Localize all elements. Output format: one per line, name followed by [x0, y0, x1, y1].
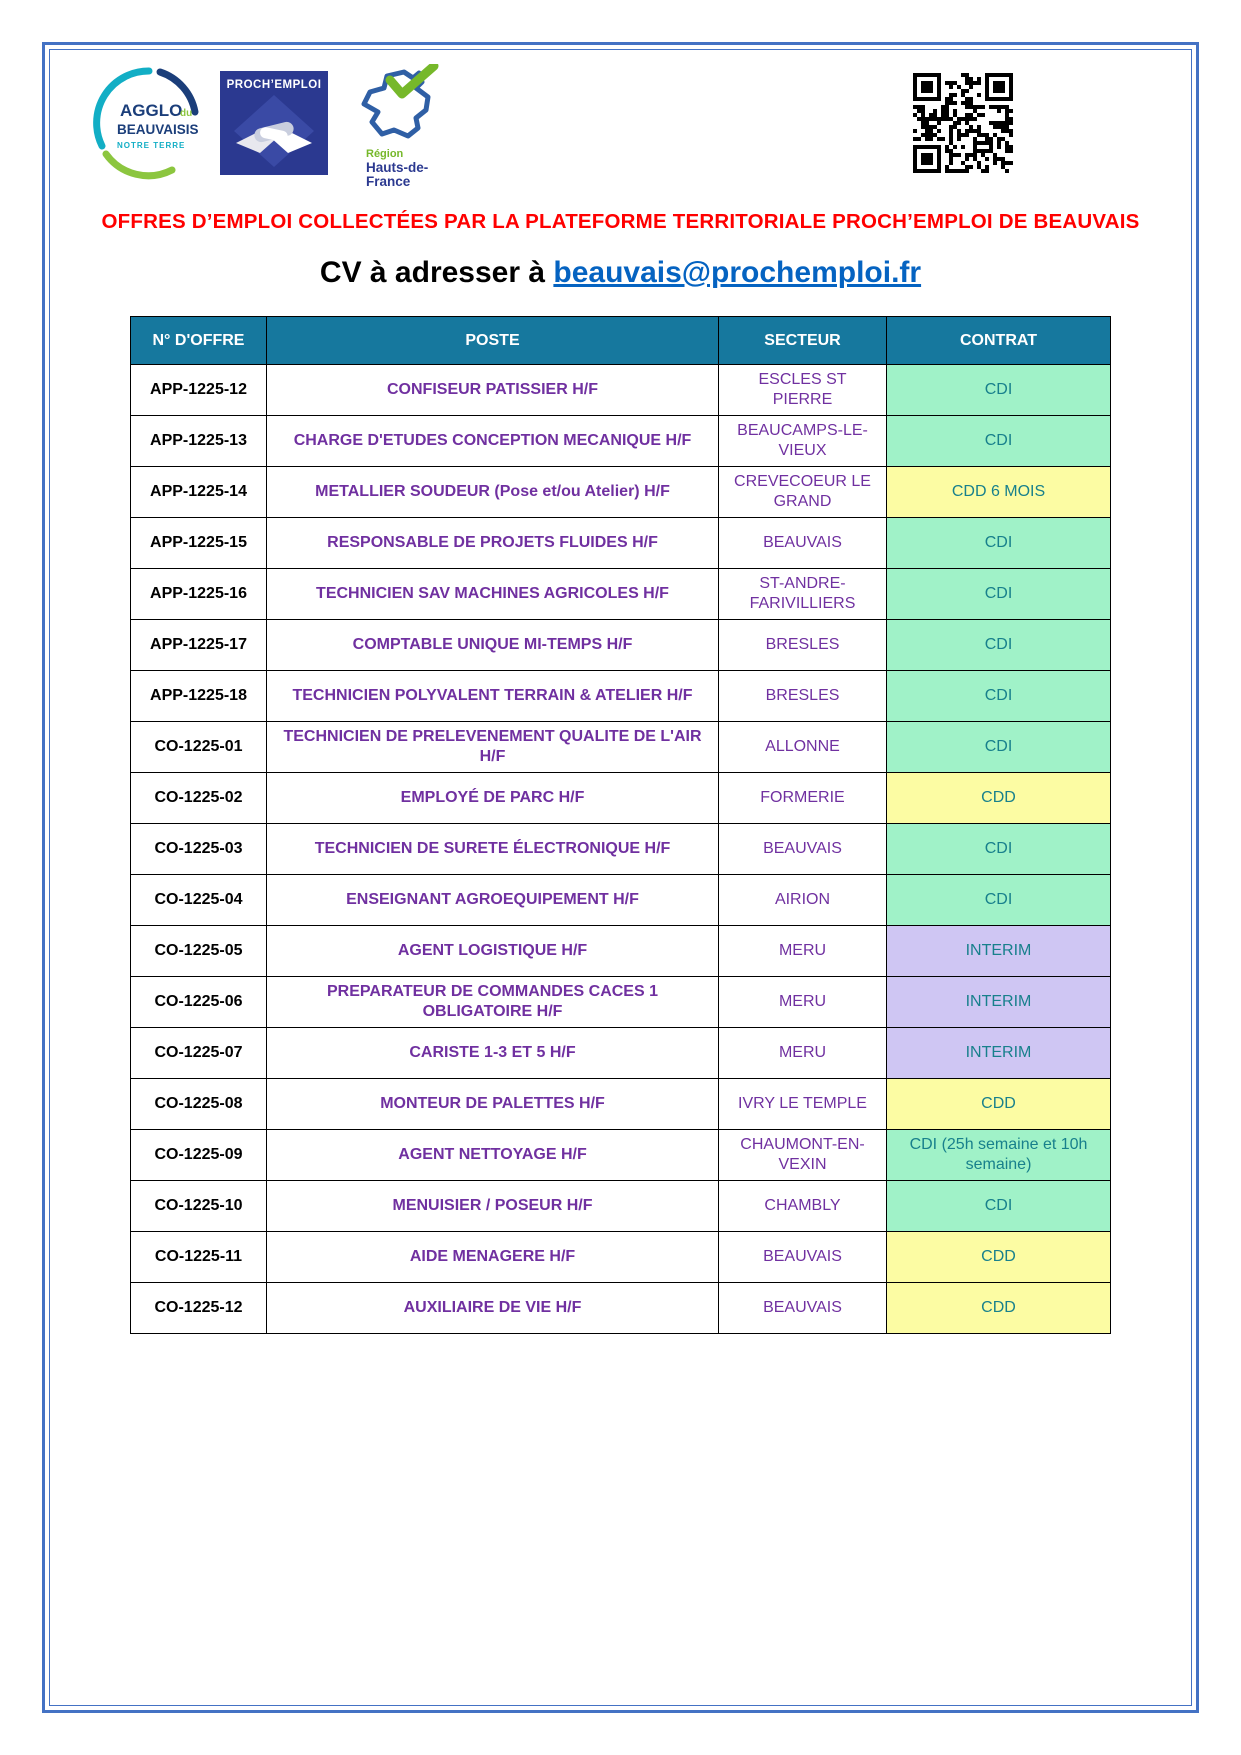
offre-cell: CO-1225-10	[131, 1181, 267, 1232]
offre-cell: APP-1225-15	[131, 518, 267, 569]
contrat-cell: CDI	[887, 365, 1111, 416]
poste-cell: AGENT NETTOYAGE H/F	[267, 1130, 719, 1181]
handshake-icon	[230, 91, 318, 169]
secteur-cell: BEAUVAIS	[719, 518, 887, 569]
secteur-cell: FORMERIE	[719, 773, 887, 824]
secteur-cell: CHAUMONT-EN-VEXIN	[719, 1130, 887, 1181]
poste-cell: ENSEIGNANT AGROEQUIPEMENT H/F	[267, 875, 719, 926]
france-map-icon	[356, 64, 456, 144]
offer-row	[131, 722, 1111, 773]
contrat-cell: CDI (25h semaine et 10h semaine)	[887, 1130, 1111, 1181]
contrat-cell: CDI	[887, 1181, 1111, 1232]
offre-cell: CO-1225-08	[131, 1079, 267, 1130]
offer-row	[131, 875, 1111, 926]
offer-row	[131, 518, 1111, 569]
offre-cell: APP-1225-13	[131, 416, 267, 467]
offer-row	[131, 773, 1111, 824]
secteur-cell: MERU	[719, 1028, 887, 1079]
poste-cell: PREPARATEUR DE COMMANDES CACES 1 OBLIGATOIRE H/F	[267, 977, 719, 1028]
contrat-cell: CDI	[887, 518, 1111, 569]
offre-cell: CO-1225-11	[131, 1232, 267, 1283]
offer-row	[131, 416, 1111, 467]
contrat-cell: CDD	[887, 773, 1111, 824]
poste-cell: TECHNICIEN DE PRELEVENEMENT QUALITE DE L'AIR H/F	[267, 722, 719, 773]
prochemploi-logo-label: PROCH’EMPLOI	[226, 79, 322, 91]
poste-cell: TECHNICIEN SAV MACHINES AGRICOLES H/F	[267, 569, 719, 620]
contrat-cell: CDD	[887, 1079, 1111, 1130]
qr-code	[913, 73, 1013, 173]
poste-cell: EMPLOYÉ DE PARC H/F	[267, 773, 719, 824]
agglo-text-1: AGGLO	[120, 101, 183, 120]
offer-row	[131, 1232, 1111, 1283]
poste-cell: CONFISEUR PATISSIER H/F	[267, 365, 719, 416]
secteur-cell: BRESLES	[719, 620, 887, 671]
offer-row	[131, 926, 1111, 977]
page-frame	[42, 42, 1199, 1713]
offre-cell: APP-1225-17	[131, 620, 267, 671]
offre-cell: CO-1225-07	[131, 1028, 267, 1079]
contrat-cell: CDI	[887, 416, 1111, 467]
secteur-cell: BEAUCAMPS-LE-VIEUX	[719, 416, 887, 467]
document-header	[68, 62, 1173, 190]
contrat-cell: CDD	[887, 1283, 1111, 1334]
offre-cell: CO-1225-03	[131, 824, 267, 875]
column-header-secteur: SECTEUR	[719, 317, 887, 365]
offer-row	[131, 569, 1111, 620]
offre-cell: CO-1225-12	[131, 1283, 267, 1334]
offre-cell: CO-1225-05	[131, 926, 267, 977]
poste-cell: MENUISIER / POSEUR H/F	[267, 1181, 719, 1232]
secteur-cell: BRESLES	[719, 671, 887, 722]
hauts-de-france-logo	[350, 64, 462, 190]
offre-cell: APP-1225-14	[131, 467, 267, 518]
cv-instruction-text: CV à adresser à	[319, 256, 554, 289]
cv-instruction	[68, 256, 1173, 290]
contrat-cell: CDI	[887, 875, 1111, 926]
offers-table	[130, 316, 1111, 1334]
agglo-text-4: NOTRE TERRE	[117, 141, 186, 150]
contrat-cell: CDI	[887, 671, 1111, 722]
secteur-cell: MERU	[719, 926, 887, 977]
region-label-2: Hauts-de-France	[366, 159, 429, 190]
column-header-poste: POSTE	[267, 317, 719, 365]
offer-row	[131, 1028, 1111, 1079]
offre-cell: CO-1225-04	[131, 875, 267, 926]
poste-cell: CHARGE D'ETUDES CONCEPTION MECANIQUE H/F	[267, 416, 719, 467]
offer-row	[131, 1181, 1111, 1232]
offre-cell: APP-1225-16	[131, 569, 267, 620]
offer-row	[131, 1079, 1111, 1130]
poste-cell: METALLIER SOUDEUR (Pose et/ou Atelier) H/F	[267, 467, 719, 518]
agglo-text-3: BEAUVAISIS	[117, 122, 199, 137]
contrat-cell: CDI	[887, 620, 1111, 671]
contrat-cell: CDI	[887, 569, 1111, 620]
email-link[interactable]: beauvais@prochemploi.fr	[553, 256, 922, 289]
contrat-cell: CDI	[887, 722, 1111, 773]
offer-row	[131, 620, 1111, 671]
offre-cell: CO-1225-09	[131, 1130, 267, 1181]
offer-row	[131, 977, 1111, 1028]
page-title: OFFRES D’EMPLOI COLLECTÉES PAR LA PLATEFORME TERRITORIALE PROCH’EMPLOI DE BEAUVAIS	[101, 210, 1140, 233]
agglo-beauvaisis-logo	[90, 64, 208, 182]
page-frame-inner	[49, 49, 1192, 1706]
offre-cell: CO-1225-02	[131, 773, 267, 824]
prochemploi-logo	[220, 71, 328, 175]
contrat-cell: INTERIM	[887, 977, 1111, 1028]
secteur-cell: ST-ANDRE-FARIVILLIERS	[719, 569, 887, 620]
poste-cell: CARISTE 1-3 ET 5 H/F	[267, 1028, 719, 1079]
contrat-cell: CDD 6 MOIS	[887, 467, 1111, 518]
column-header-offre: N° D'OFFRE	[131, 317, 267, 365]
offer-row	[131, 671, 1111, 722]
contrat-cell: CDD	[887, 1232, 1111, 1283]
offer-row	[131, 824, 1111, 875]
table-header-row	[131, 317, 1111, 365]
secteur-cell: AIRION	[719, 875, 887, 926]
poste-cell: COMPTABLE UNIQUE MI-TEMPS H/F	[267, 620, 719, 671]
offer-row	[131, 467, 1111, 518]
secteur-cell: MERU	[719, 977, 887, 1028]
offer-row	[131, 365, 1111, 416]
offer-row	[131, 1130, 1111, 1181]
poste-cell: TECHNICIEN DE SURETE ÉLECTRONIQUE H/F	[267, 824, 719, 875]
secteur-cell: IVRY LE TEMPLE	[719, 1079, 887, 1130]
offre-cell: CO-1225-06	[131, 977, 267, 1028]
column-header-contrat: CONTRAT	[887, 317, 1111, 365]
agglo-text-2: du	[180, 108, 193, 119]
secteur-cell: BEAUVAIS	[719, 1283, 887, 1334]
poste-cell: AGENT LOGISTIQUE H/F	[267, 926, 719, 977]
poste-cell: AIDE MENAGERE H/F	[267, 1232, 719, 1283]
offre-cell: APP-1225-12	[131, 365, 267, 416]
poste-cell: RESPONSABLE DE PROJETS FLUIDES H/F	[267, 518, 719, 569]
secteur-cell: BEAUVAIS	[719, 1232, 887, 1283]
poste-cell: TECHNICIEN POLYVALENT TERRAIN & ATELIER H/F	[267, 671, 719, 722]
contrat-cell: INTERIM	[887, 1028, 1111, 1079]
contrat-cell: CDI	[887, 824, 1111, 875]
offre-cell: CO-1225-01	[131, 722, 267, 773]
contrat-cell: INTERIM	[887, 926, 1111, 977]
poste-cell: MONTEUR DE PALETTES H/F	[267, 1079, 719, 1130]
offre-cell: APP-1225-18	[131, 671, 267, 722]
poste-cell: AUXILIAIRE DE VIE H/F	[267, 1283, 719, 1334]
secteur-cell: CHAMBLY	[719, 1181, 887, 1232]
secteur-cell: ALLONNE	[719, 722, 887, 773]
secteur-cell: ESCLES ST PIERRE	[719, 365, 887, 416]
region-label-1: Région	[366, 148, 404, 160]
secteur-cell: CREVECOEUR LE GRAND	[719, 467, 887, 518]
secteur-cell: BEAUVAIS	[719, 824, 887, 875]
offer-row	[131, 1283, 1111, 1334]
